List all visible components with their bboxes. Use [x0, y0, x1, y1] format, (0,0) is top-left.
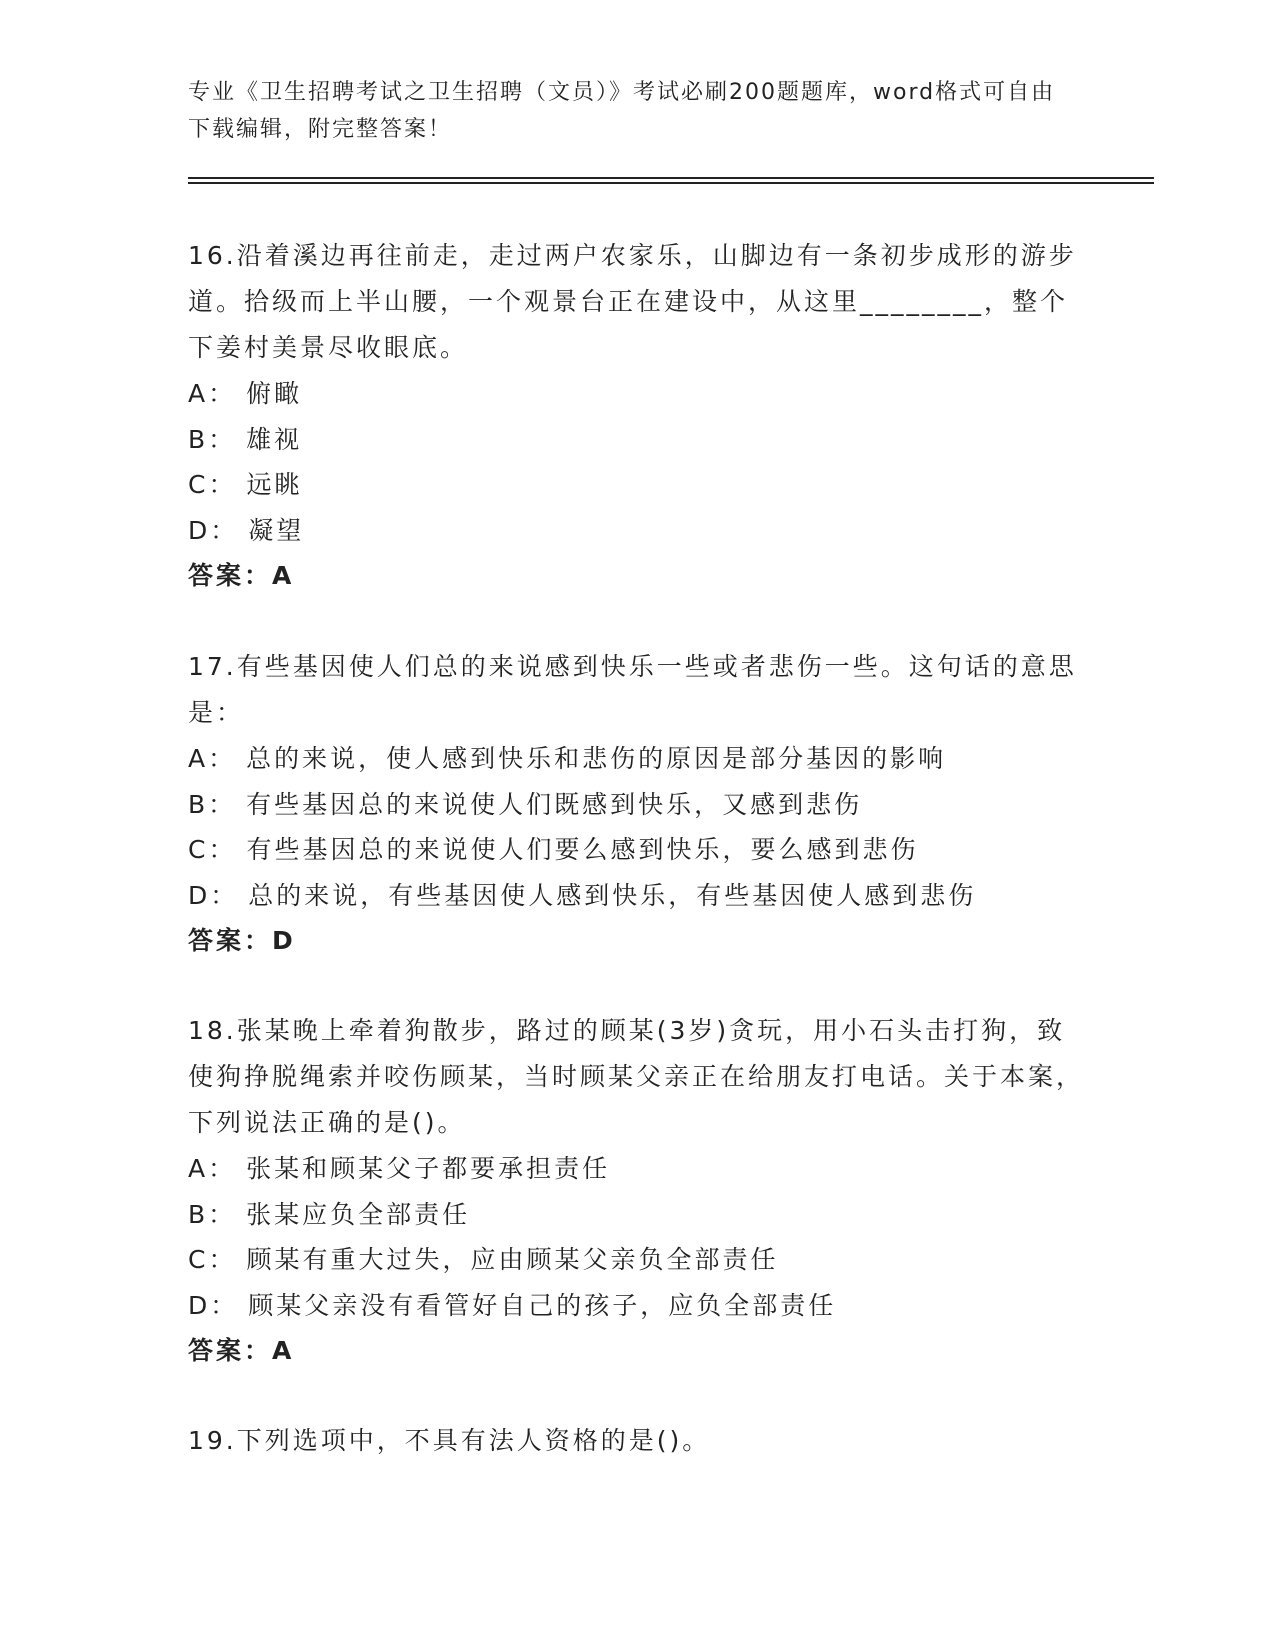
option-c — [188, 1237, 1088, 1283]
option-d — [188, 1283, 1088, 1329]
answer-label: 答案： — [188, 561, 273, 590]
option-a — [188, 1146, 1088, 1192]
option-key: D — [188, 880, 211, 910]
option-key: B — [188, 1199, 209, 1229]
option-text: 俯瞰 — [246, 379, 303, 408]
answer-label: 答案： — [188, 1336, 273, 1365]
option-text: 总的来说，使人感到快乐和悲伤的原因是部分基因的影响 — [246, 744, 947, 773]
question-18 — [188, 1008, 1088, 1374]
question-text: 19.下列选项中，不具有法人资格的是()。 — [188, 1426, 711, 1455]
option-b — [188, 417, 1088, 463]
question-text: 17.有些基因使人们总的来说感到快乐一些或者悲伤一些。这句话的意思是： — [188, 652, 1077, 727]
option-text: 张某和顾某父子都要承担责任 — [246, 1154, 611, 1183]
option-text: 凝望 — [248, 515, 305, 545]
option-d — [188, 873, 1088, 919]
answer-line — [188, 553, 1088, 599]
question-19 — [188, 1418, 1088, 1464]
option-separator: ： — [208, 424, 237, 454]
option-separator: ： — [208, 1245, 237, 1274]
option-separator: ： — [210, 1290, 239, 1320]
header-divider-bottom — [188, 182, 1154, 184]
option-key: C — [188, 1245, 209, 1274]
option-separator: ： — [208, 835, 237, 864]
option-separator: ： — [210, 515, 239, 545]
answer-value: A — [272, 561, 295, 590]
option-text: 远眺 — [246, 470, 303, 499]
option-separator: ： — [208, 470, 237, 499]
option-a — [188, 371, 1088, 417]
answer-line — [188, 918, 1088, 964]
option-key: C — [188, 470, 209, 499]
option-key: C — [188, 835, 209, 864]
answer-line — [188, 1328, 1088, 1374]
option-text: 有些基因总的来说使人们既感到快乐，又感到悲伤 — [246, 789, 863, 819]
option-key: B — [188, 424, 209, 454]
option-b — [188, 782, 1088, 828]
option-key: D — [188, 1290, 211, 1320]
document-intro: 专业《卫生招聘考试之卫生招聘（文员）》考试必刷200题题库，word格式可自由下载编辑，附完整答案！ — [188, 80, 1056, 142]
option-separator: ： — [208, 379, 237, 408]
option-separator: ： — [208, 789, 237, 819]
question-16 — [188, 233, 1088, 599]
option-c — [188, 827, 1088, 873]
option-key: A — [188, 379, 209, 408]
option-a — [188, 736, 1088, 782]
option-text: 雄视 — [246, 424, 303, 454]
option-text: 顾某父亲没有看管好自己的孩子，应负全部责任 — [248, 1290, 837, 1320]
answer-label: 答案： — [188, 926, 273, 955]
option-text: 顾某有重大过失，应由顾某父亲负全部责任 — [246, 1245, 779, 1274]
header-divider-top — [188, 177, 1154, 179]
option-text: 张某应负全部责任 — [246, 1199, 471, 1229]
option-key: A — [188, 1154, 209, 1183]
option-separator: ： — [208, 744, 237, 773]
option-separator: ： — [208, 1154, 237, 1183]
answer-value: D — [272, 926, 296, 955]
option-d — [188, 508, 1088, 554]
question-17 — [188, 644, 1088, 964]
option-text: 有些基因总的来说使人们要么感到快乐，要么感到悲伤 — [246, 835, 919, 864]
option-b — [188, 1192, 1088, 1238]
option-separator: ： — [210, 880, 239, 910]
question-text: 18.张某晚上牵着狗散步，路过的顾某(3岁)贪玩，用小石头击打狗，致使狗挣脱绳索并咬伤顾某，当时顾某父亲正在给朋友打电话。关于本案，下列说法正确的是()。 — [188, 1016, 1085, 1137]
answer-value: A — [272, 1336, 295, 1365]
option-separator: ： — [208, 1199, 237, 1229]
option-text: 总的来说，有些基因使人感到快乐，有些基因使人感到悲伤 — [248, 880, 977, 910]
question-text: 16.沿着溪边再往前走，走过两户农家乐，山脚边有一条初步成形的游步道。拾级而上半山腰，一个观景台正在建设中，从这里________，整个下姜村美景尽收眼底。 — [188, 241, 1077, 362]
option-c — [188, 462, 1088, 508]
option-key: A — [188, 744, 209, 773]
option-key: B — [188, 789, 209, 819]
option-key: D — [188, 515, 211, 545]
